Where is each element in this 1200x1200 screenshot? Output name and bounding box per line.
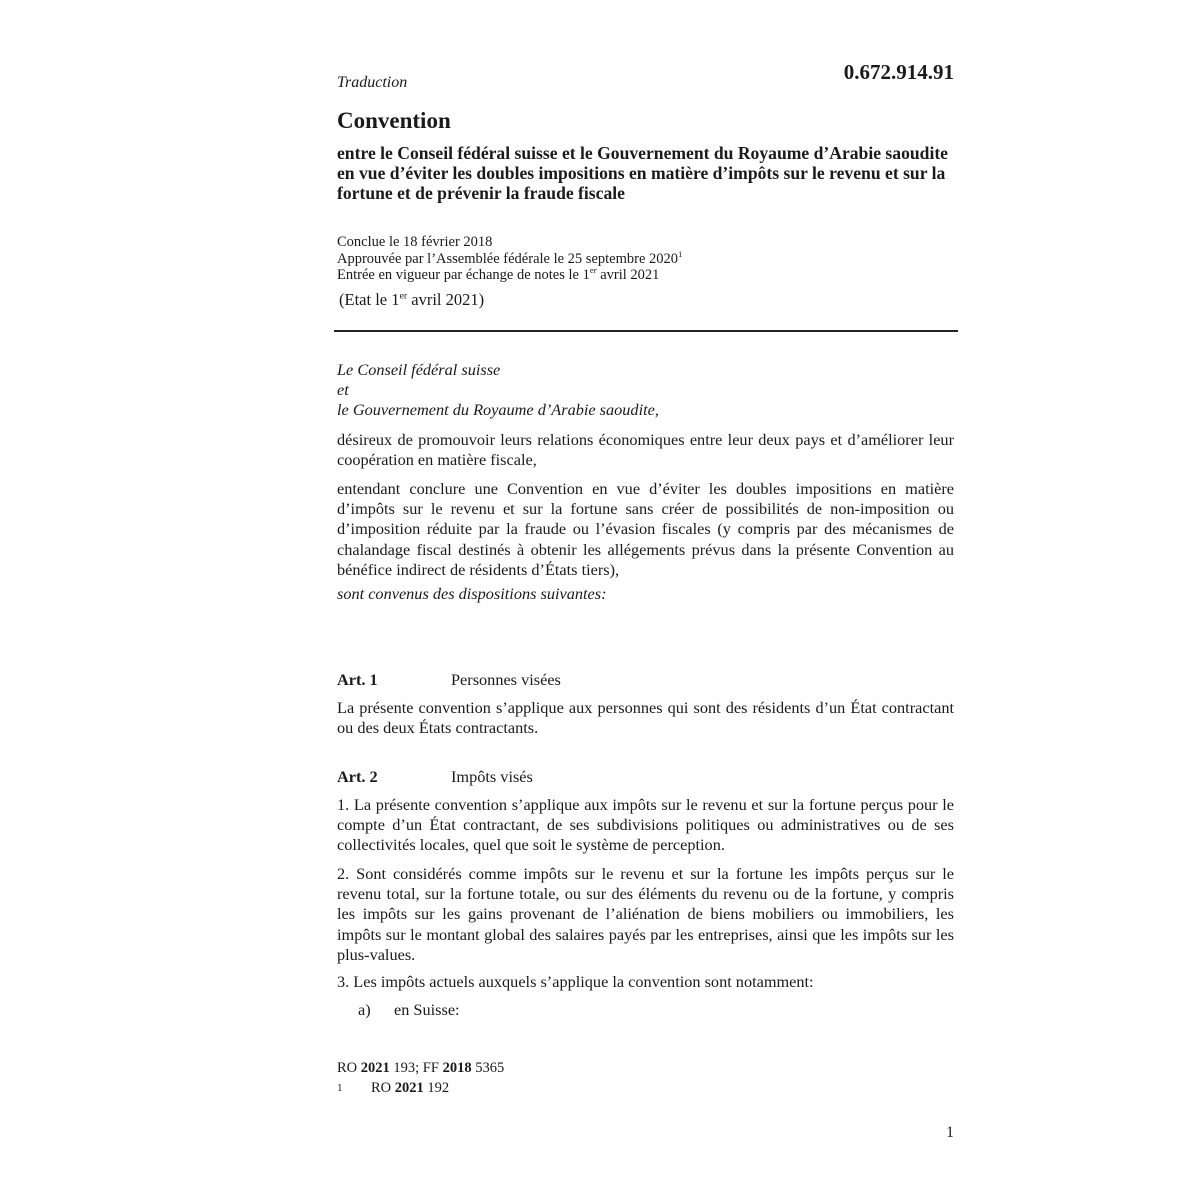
ro-page: 193; FF	[389, 1060, 443, 1076]
list-item	[358, 1000, 460, 1020]
document-subtitle: entre le Conseil fédéral suisse et le Gouvernement du Royaume d’Arabie saoudite en vue d’éviter les doubles impositions en matière d’impôts sur le revenu et sur la fortune et de prévenir la fraude fiscale	[337, 143, 948, 203]
document-dates	[337, 234, 957, 284]
ff-page: 5365	[471, 1060, 505, 1076]
article-1-heading	[337, 670, 954, 690]
footnote-ref-1[interactable]: 1	[678, 248, 683, 259]
publication-reference	[337, 1058, 504, 1078]
footnote-1-year: 2021	[394, 1080, 424, 1096]
party-1: Le Conseil fédéral suisse	[337, 360, 501, 379]
status-sup: er	[399, 290, 408, 302]
footnote-1-page: 192	[423, 1080, 450, 1096]
article-1-title: Personnes visées	[451, 670, 561, 689]
footnote-1	[337, 1078, 504, 1098]
preamble-closing: sont convenus des dispositions suivantes:	[337, 584, 607, 603]
entry-text-end: avril 2021	[596, 267, 660, 283]
translation-label: Traduction	[337, 74, 408, 91]
preamble-parties	[337, 360, 954, 421]
ro-label: RO	[337, 1060, 361, 1076]
header-divider	[334, 330, 958, 332]
footnote-1-mark: 1	[337, 1082, 343, 1094]
list-item-text: en Suisse:	[394, 1000, 460, 1019]
status-date	[339, 290, 484, 310]
article-2-paragraph-2: 2. Sont considérés comme impôts sur le revenu et sur la fortune les impôts perçus sur le revenu total, sur la fortune totale, ou sur des éléments du revenu ou de la fortune, y compris les impôts sur les gains provenant de l’aliénation de biens mobiliers ou immobiliers, les impôts sur le montant global des salaires payés par les entreprises, ainsi que les impôts sur les plus-values.	[337, 864, 954, 964]
status-text-end: avril 2021)	[407, 290, 485, 309]
page-number: 1	[946, 1124, 954, 1141]
article-1-paragraph: La présente convention s’applique aux personnes qui sont des résidents d’un État contractant ou des deux États contractants.	[337, 698, 954, 738]
status-text: (Etat le 1	[339, 290, 400, 309]
approved-text: Approuvée par l’Assemblée fédérale le 25 septembre 2020	[337, 250, 679, 267]
entry-text: Entrée en vigueur par échange de notes le 1	[337, 267, 590, 283]
party-connector: et	[337, 380, 349, 400]
party-2: le Gouvernement du Royaume d’Arabie saoudite,	[337, 400, 659, 420]
article-2-paragraph-3: 3. Les impôts actuels auxquels s’applique la convention sont notamment:	[337, 972, 814, 991]
ro-year: 2021	[360, 1060, 390, 1076]
footnote-1-ro: RO	[371, 1080, 395, 1096]
ff-year: 2018	[442, 1060, 472, 1076]
approved-date	[337, 248, 957, 268]
document-title: Convention	[337, 108, 451, 133]
list-item-marker: a)	[358, 1000, 371, 1019]
footnotes	[337, 1058, 504, 1098]
article-2-heading	[337, 767, 954, 787]
article-2-title: Impôts visés	[451, 767, 533, 786]
preamble-paragraph-2: entendant conclure une Convention en vue d’éviter les doubles impositions en matière d’impôts sur le revenu et sur la fortune sans créer de possibilités de non-imposition ou d’imposition réduite par la fraude ou l’évasion fiscales (y compris par des mécanismes de chalandage fiscal destinés à obtenir les allégements prévus dans la présente Convention au bénéfice indirect de résidents d’États tiers),	[337, 479, 954, 579]
article-2-number: Art. 2	[337, 767, 378, 786]
concluded-date: Conclue le 18 février 2018	[337, 234, 493, 250]
article-2-paragraph-1: 1. La présente convention s’applique aux impôts sur le revenu et sur la fortune perçus pour le compte d’un État contractant, de ses subdivisions politiques ou administratives ou de ses collectivités locales, quel que soit le système de perception.	[337, 795, 954, 855]
article-1-number: Art. 1	[337, 670, 378, 689]
rs-number: 0.672.914.91	[843, 60, 954, 84]
entry-into-force	[337, 267, 957, 284]
preamble-paragraph-1: désireux de promouvoir leurs relations économiques entre leur deux pays et d’améliorer leur coopération en matière fiscale,	[337, 430, 954, 470]
entry-sup: er	[589, 265, 597, 276]
